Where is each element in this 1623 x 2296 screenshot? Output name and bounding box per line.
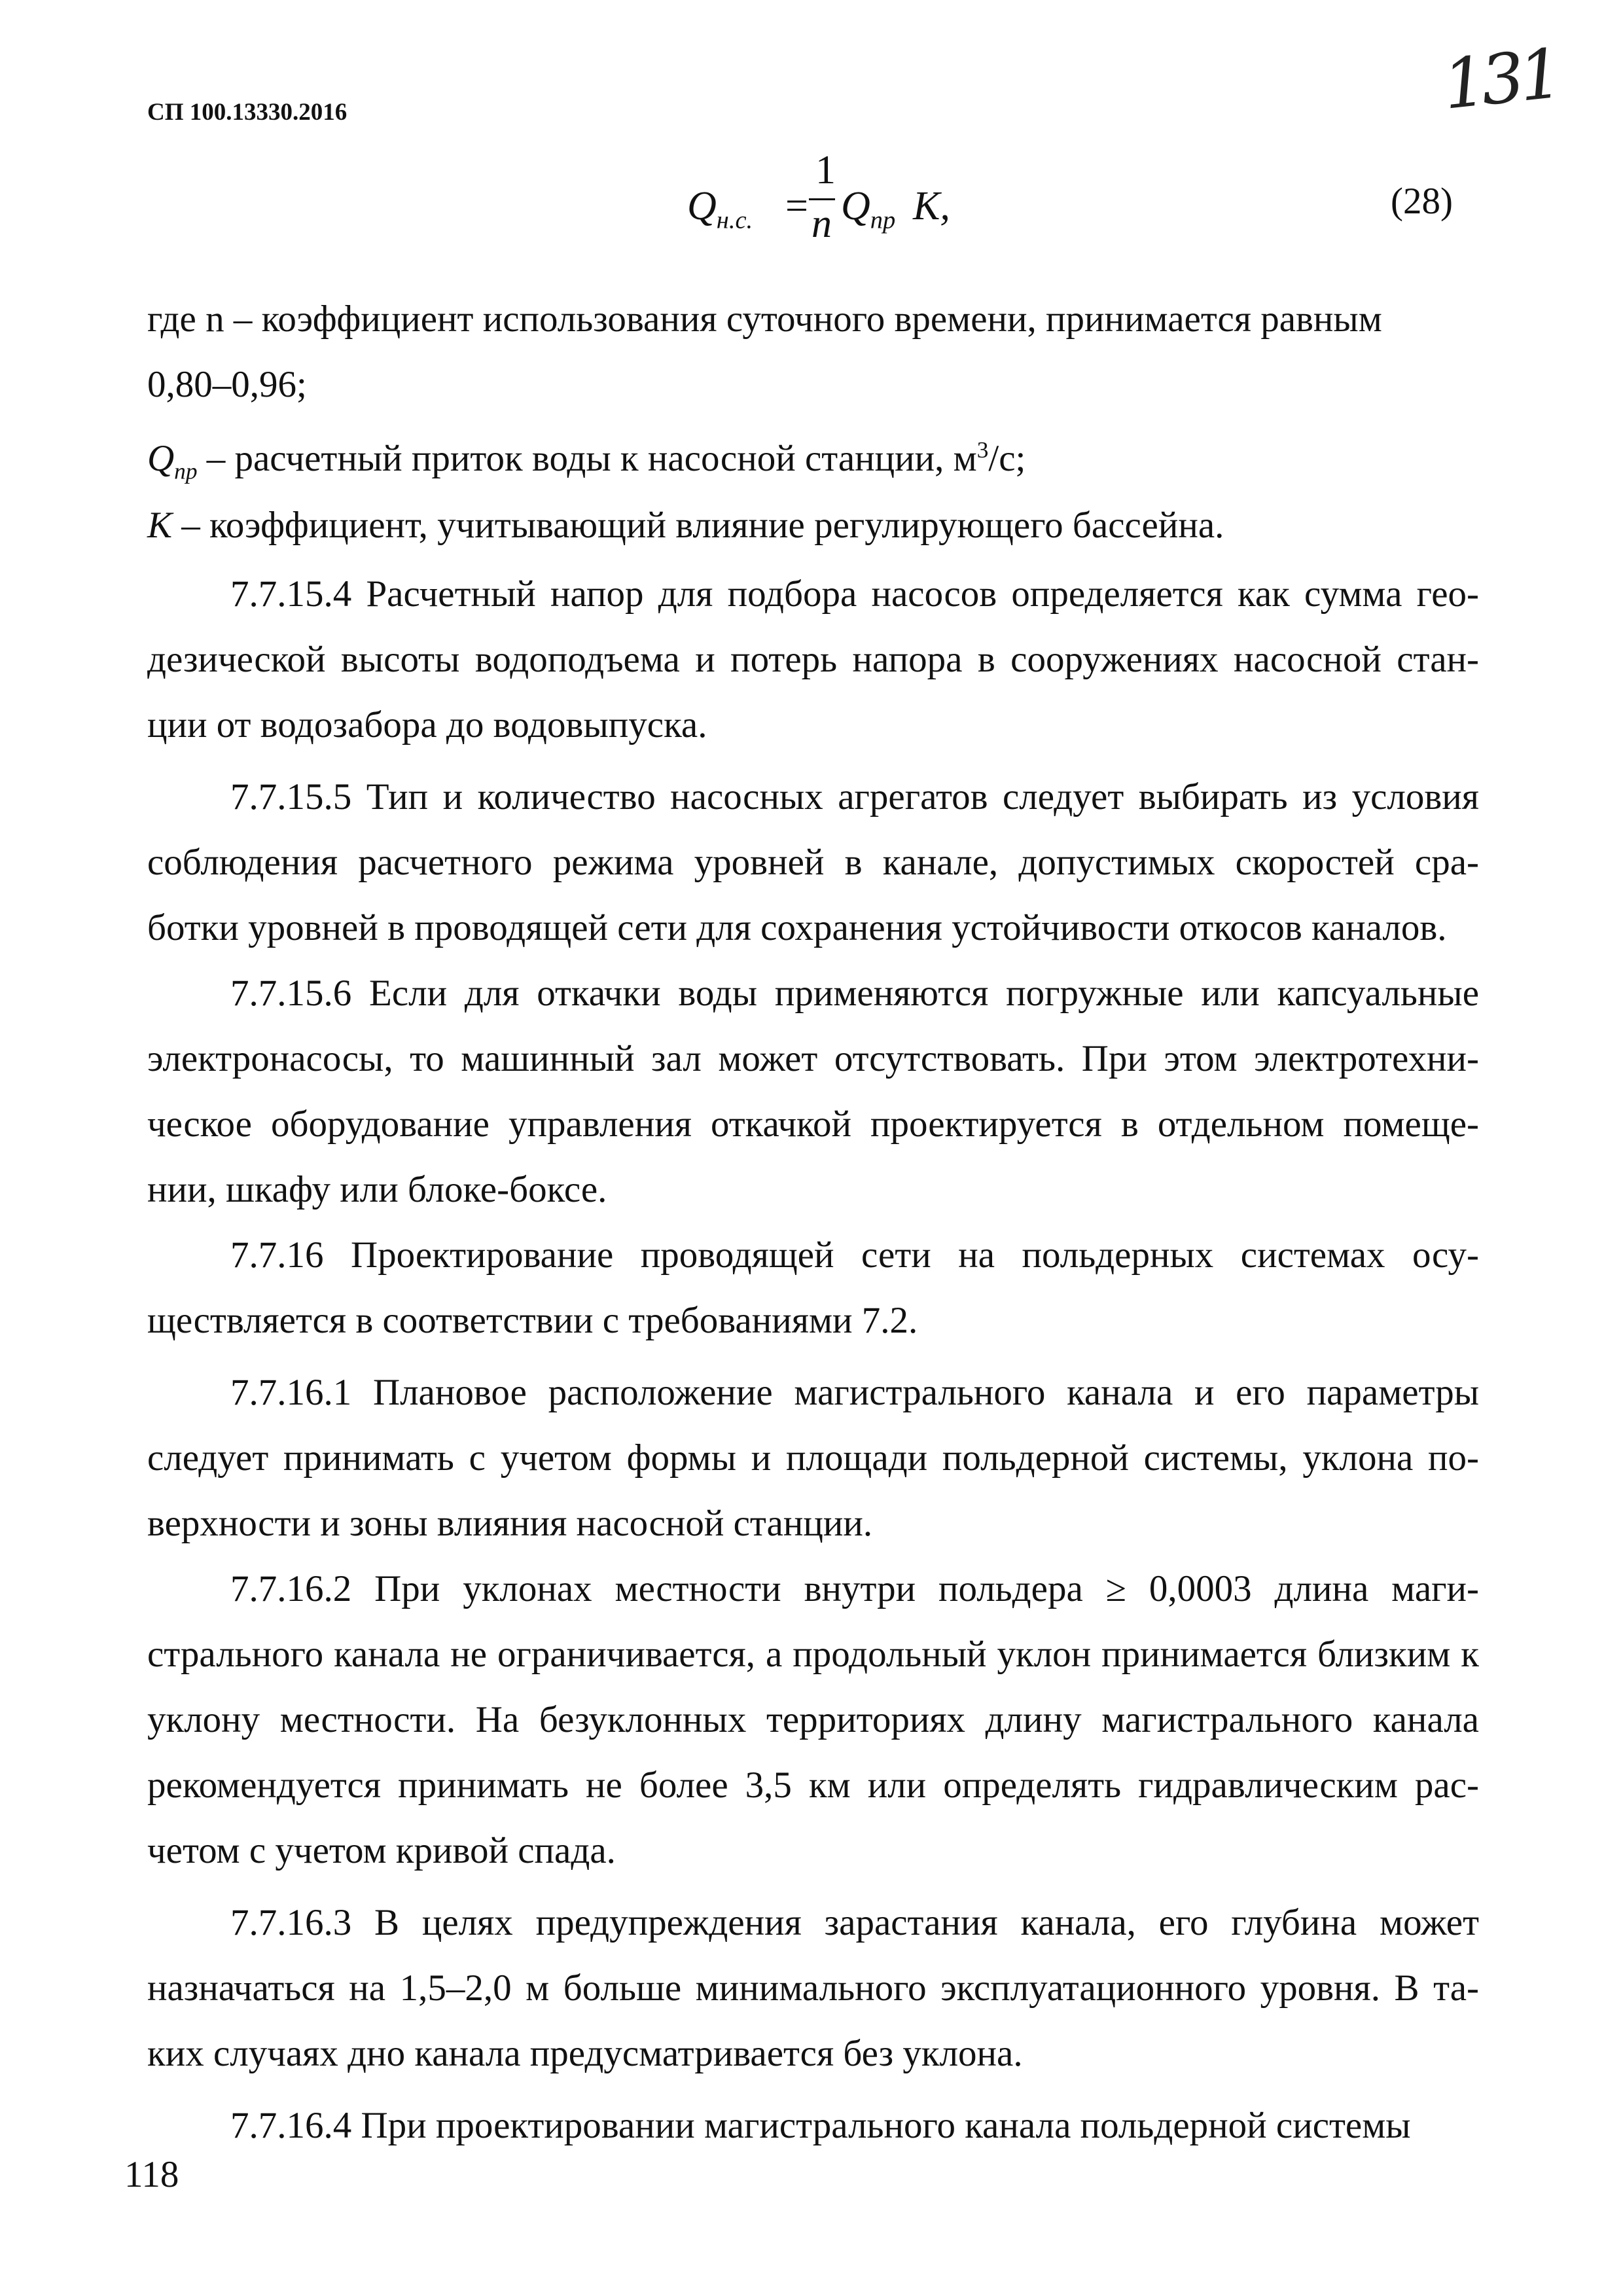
handwritten-page-number: 131: [1439, 33, 1561, 125]
paragraph-7-7-15-4: 7.7.15.4 Расчетный напор для подбора насосов определяется как сумма гео-дезической высоты водоподъема и потерь напора в сооружениях насосной стан-ции от водозабора до водовыпуска.: [147, 573, 1479, 745]
paragraph-7-7-15-6: 7.7.15.6 Если для откачки воды применяются погружные или капсуальные электронасосы, то машинный зал может отсутствовать. При этом электротехни-ческое оборудование управления откачкой проектируется в отдельном помеще-нии, шкафу или блоке-боксе.: [147, 973, 1479, 1210]
paragraph-7-7-16-3: 7.7.16.3 В целях предупреждения зарастания канала, его глубина может назначаться на 1,5–2,0 м больше минимального эксплуатационного уровня. В та-ких случаях дно канала предусматривается без уклона.: [147, 1902, 1479, 2074]
formula-numerator: 1: [815, 148, 836, 192]
paragraph-7-7-16: 7.7.16 Проектирование проводящей сети на польдерных системах осу-ществляется в соответствии с требованиями 7.2.: [147, 1234, 1479, 1341]
page-number: 118: [124, 2154, 179, 2195]
formula-rhs-q: $Q_{пр}$: [841, 184, 896, 234]
formula-number: (28): [1391, 181, 1453, 222]
paragraph-7-7-16-2: 7.7.16.2 При уклонах местности внутри польдера ≥ 0,0003 длина маги-стрального канала не ограничивается, а продольный уклон принимается близким к уклону местности. На безуклонных территориях длину магистрального канала рекомендуется принимать не более 3,5 км или определять гидравлическим рас-четом с учетом кривой спада.: [147, 1568, 1479, 1871]
formula: [687, 147, 949, 252]
formula-rhs-k: K,: [913, 184, 950, 228]
paragraph-7-7-16-4: 7.7.16.4 При проектировании магистрального канала польдерной системы: [230, 2105, 1411, 2146]
document-code: СП 100.13330.2016: [147, 99, 348, 126]
formula-eq: =: [785, 184, 808, 228]
formula-denominator: n: [812, 202, 832, 246]
definition-k: K – коэффициент, учитывающий влияние регулирующего бассейна.: [147, 505, 1224, 546]
paragraph-7-7-16-1: 7.7.16.1 Плановое расположение магистрального канала и его параметры следует принимать с учетом формы и площади польдерной системы, уклона по-верхности и зоны влияния насосной станции.: [147, 1372, 1479, 1544]
paragraph-7-7-15-5: 7.7.15.5 Тип и количество насосных агрегатов следует выбирать из условия соблюдения расчетного режима уровней в канале, допустимых скоростей сра-ботки уровней в проводящей сети для сохранения устойчивости откосов каналов.: [147, 776, 1479, 948]
definition-qpr: $Q_{пр}$ – расчетный приток воды к насосной станции, $м^3/с$;: [147, 437, 1026, 484]
definition-n: где n – коэффициент использования суточного времени, принимается равным: [147, 298, 1382, 340]
definition-n-cont: 0,80–0,96;: [147, 364, 307, 405]
fraction-bar: [809, 198, 835, 200]
formula-lhs: $Q_{н.с.}$: [687, 184, 753, 234]
